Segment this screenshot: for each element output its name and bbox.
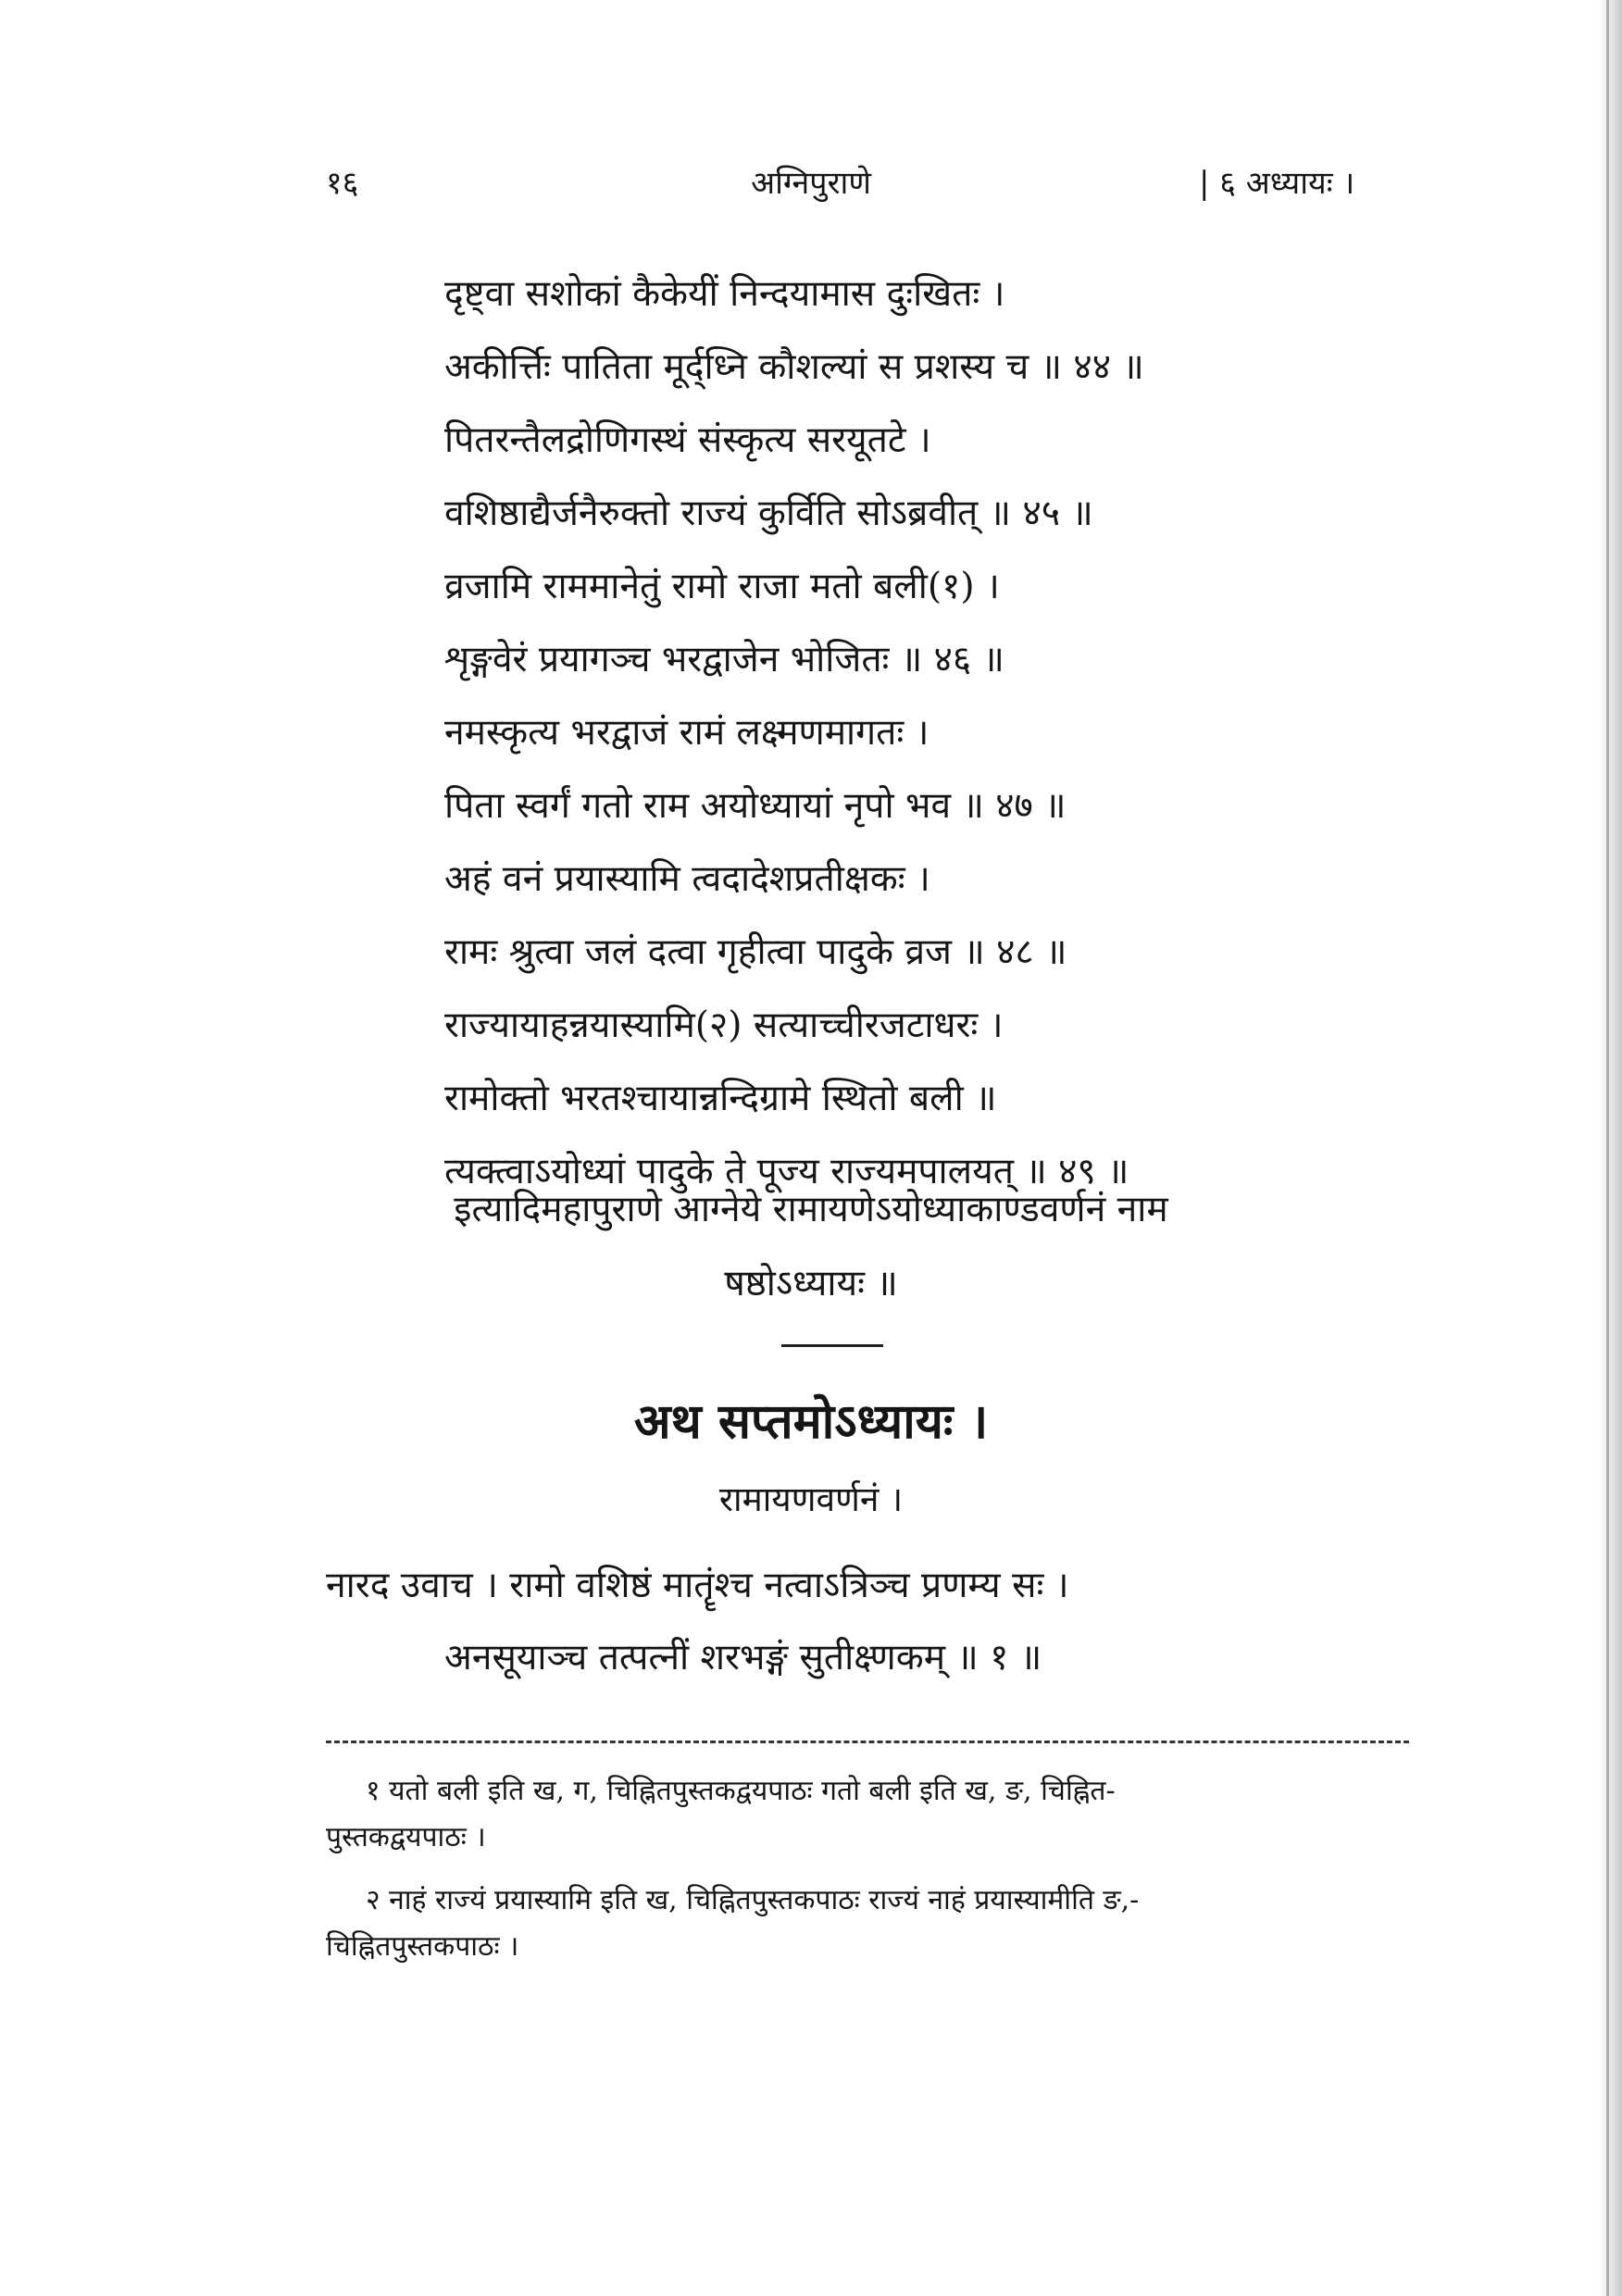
verse-line-3: पितरन्तैलद्रोणिगस्थं संस्कृत्य सरयूतटे ।: [444, 419, 931, 461]
verse-line-1: दृष्ट्वा सशोकां कैकेयीं निन्दयामास दुःखितः ।: [444, 273, 1005, 315]
verse-line-13: त्यक्त्वाऽयोध्यां पादुके ते पूज्य राज्यमपालयत् ॥ ४९ ॥: [444, 1151, 1129, 1192]
colophon-line-2: षष्ठोऽध्यायः ॥: [724, 1263, 898, 1304]
chapter-reference: | ६ अध्यायः ।: [1199, 165, 1355, 202]
verse-block: [444, 257, 1379, 1208]
verse-line-8: पिता स्वर्गं गतो राम अयोध्यायां नृपो भव ॥ ४७ ॥: [444, 785, 1067, 827]
colophon-line-1: इत्यादिमहापुराणे आग्नेये रामायणेऽयोध्याकाण्डवर्णनं नाम: [454, 1189, 1168, 1230]
verse-line-10: रामः श्रुत्वा जलं दत्वा गृहीत्वा पादुके व्रज ॥ ४८ ॥: [444, 931, 1067, 973]
footnote-1-line-1: १ यतो बली इति ख, ग, चिह्नितपुस्तकद्वयपाठः गतो बली इति ख, ङ, चिह्नित-: [366, 1775, 1116, 1807]
verse-line-9: अहं वनं प्रयास्यामि त्वदादेशप्रतीक्षकः ।: [444, 858, 930, 900]
running-title: अग्निपुराणे: [751, 165, 871, 202]
verse-line-12: रामोक्तो भरतश्चायान्नन्दिग्रामे स्थितो बली ॥: [444, 1078, 997, 1119]
verse-line-5: व्रजामि राममानेतुं रामो राजा मतो बली(१) ।: [444, 566, 1000, 607]
verse-line-4: वशिष्ठाद्यैर्जनैरुक्तो राज्यं कुर्विति सोऽब्रवीत् ॥ ४५ ॥: [444, 493, 1093, 534]
verse-line-2: अकीर्त्तिः पातिता मूर्द्ध्नि कौशल्यां स प्रशस्य च ॥ ४४ ॥: [444, 346, 1144, 388]
verse-line-11: राज्यायाहन्नयास्यामि(२) सत्याच्चीरजटाधरः ।: [444, 1004, 1004, 1046]
chapter-subtitle: रामायणवर्णनं ।: [718, 1479, 904, 1519]
page-number: १६: [326, 165, 359, 202]
page-edge-shadow: [1598, 0, 1622, 2296]
verse-line-6: शृङ्गवेरं प्रयागञ्च भरद्वाजेन भोजितः ॥ ४६ ॥: [444, 639, 1004, 680]
chapter-title: अथ सप्तमोऽध्यायः ।: [633, 1393, 989, 1450]
footnote-2-line-2: चिह्नितपुस्तकपाठः ।: [326, 1930, 519, 1963]
footnote-2-line-1: २ नाहं राज्यं प्रयास्यामि इति ख, चिह्नितपुस्तकपाठः राज्यं नाहं प्रयास्यामीति ङ,-: [366, 1884, 1140, 1916]
verse-line-7: नमस्कृत्य भरद्वाजं रामं लक्ष्मणमागतः ।: [444, 712, 930, 754]
page-edge-line: [1606, 0, 1609, 2296]
footnote-1-line-2: पुस्तकद्वयपाठः ।: [326, 1821, 486, 1853]
section-divider: [781, 1344, 883, 1347]
verse-1-line-1: नारद उवाच । रामो वशिष्ठं मातॄंश्च नत्वाऽत्रिञ्च प्रणम्य सः ।: [326, 1565, 1069, 1606]
footnote-separator: [326, 1741, 1409, 1743]
verse-1-line-2: अनसूयाञ्च तत्पत्नीं शरभङ्गं सुतीक्ष्णकम् ॥ १ ॥: [444, 1637, 1042, 1678]
